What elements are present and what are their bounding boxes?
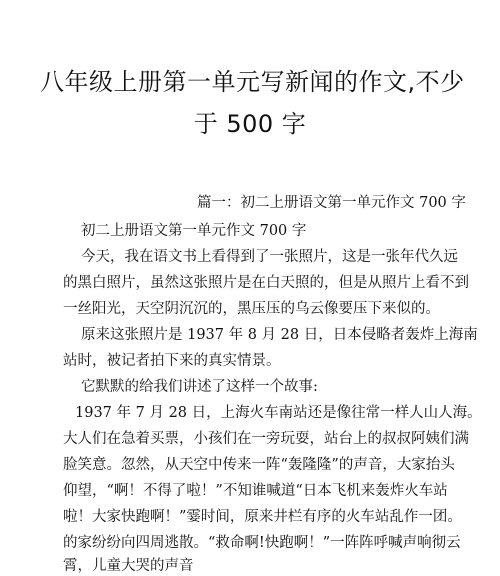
paragraph-line: 大人们在急着买票，小孩们在一旁玩耍，站台上的叔叔阿姨们满	[63, 431, 469, 447]
paragraph-line: 站时，被记者拍下来的真实情景。	[63, 353, 281, 369]
paragraph-line: 的家纷纷向四周逃散。“救命啊!快跑啊！”一阵阵呼喊声响彻云	[63, 535, 461, 551]
paragraph-line: 的黑白照片，虽然这张照片是在白天照的，但是从照片上看不到	[63, 275, 469, 291]
paragraph-line: 它默默的给我们讲述了这样一个故事:	[81, 379, 318, 395]
paragraph-line: 霄，儿童大哭的声音	[63, 558, 194, 574]
paragraph-line: 今天，我在语文书上看得到了一张照片，这是一张年代久远	[81, 249, 458, 265]
paragraph-line: 啦！大家快跑啊！”霎时间，原来井栏有序的火车站乱作一团。	[63, 509, 462, 525]
document-title-line-1: 八年级上册第一单元写新闻的作文,不少	[40, 68, 465, 96]
paragraph-line: 1937 年 7 月 28 日，上海火车南站还是像往常一样人山人海。	[75, 405, 482, 421]
paragraph-line: 仰望，“啊！不得了啦！”不知谁喊道“日本飞机来轰炸火车站	[63, 483, 448, 499]
section-heading: 篇一：初二上册语文第一单元作文 700 字	[197, 195, 466, 211]
document-title-line-2: 于 500 字	[193, 110, 307, 138]
section-subheading: 初二上册语文第一单元作文 700 字	[81, 223, 307, 239]
paragraph-line: 一丝阳光，天空阴沉沉的，黑压压的乌云像要压下来似的。	[63, 301, 440, 317]
paragraph-line: 脸笑意。忽然，从天空中传来一阵“轰隆隆”的声音，大家抬头	[63, 457, 455, 473]
paragraph-line: 原来这张照片是 1937 年 8 月 28 日，日本侵略者轰炸上海南	[81, 327, 478, 343]
